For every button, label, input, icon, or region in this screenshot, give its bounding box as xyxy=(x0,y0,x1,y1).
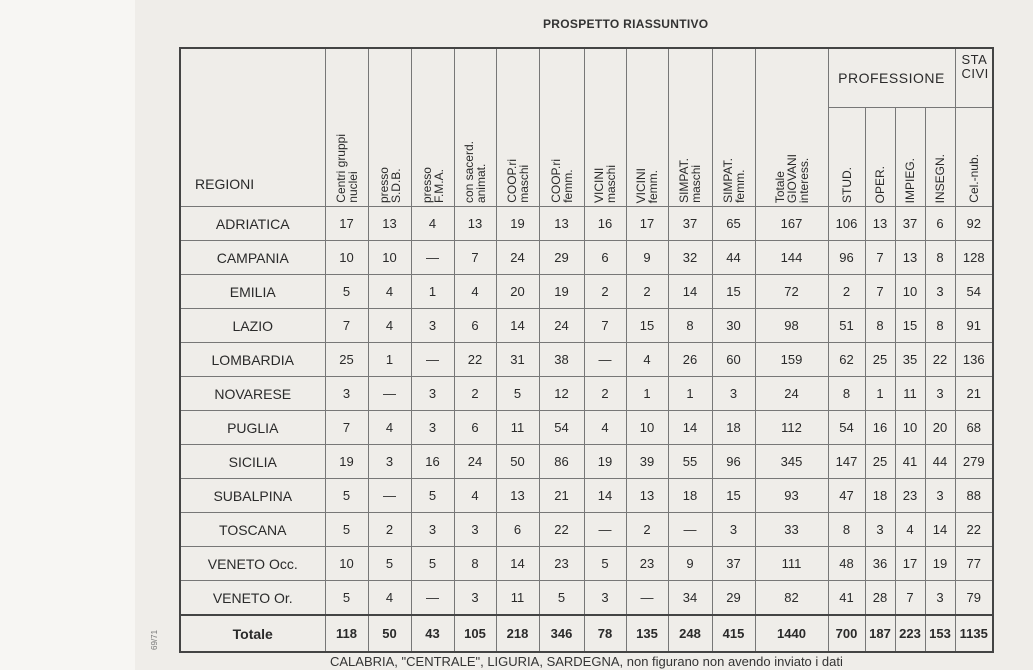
value-cell: 4 xyxy=(584,411,626,445)
table-row xyxy=(180,445,993,479)
value-cell: 5 xyxy=(496,377,539,411)
value-cell: 5 xyxy=(325,479,368,513)
left-margin xyxy=(0,0,135,670)
value-cell: 3 xyxy=(454,581,496,616)
value-cell: 79 xyxy=(955,581,993,616)
value-cell: 10 xyxy=(895,275,925,309)
value-cell: 9 xyxy=(626,241,668,275)
value-cell: 3 xyxy=(584,581,626,616)
value-cell: 16 xyxy=(865,411,895,445)
value-cell: — xyxy=(411,241,454,275)
value-cell: 19 xyxy=(325,445,368,479)
column-header-label: presso F.M.A. xyxy=(419,166,446,203)
column-header xyxy=(584,48,626,207)
value-cell: 31 xyxy=(496,343,539,377)
value-cell: 33 xyxy=(755,513,828,547)
table-row xyxy=(180,513,993,547)
value-cell: 248 xyxy=(668,615,712,652)
value-cell: 4 xyxy=(411,207,454,241)
value-cell: 11 xyxy=(496,411,539,445)
column-header-label: Centri gruppi nuclei xyxy=(333,134,360,203)
side-code: 69/71 xyxy=(150,629,159,650)
table-row xyxy=(180,411,993,445)
table-row xyxy=(180,343,993,377)
value-cell: 24 xyxy=(496,241,539,275)
value-cell: 82 xyxy=(755,581,828,616)
value-cell: 17 xyxy=(626,207,668,241)
value-cell: 19 xyxy=(584,445,626,479)
subheader-professione xyxy=(865,108,895,207)
value-cell: 72 xyxy=(755,275,828,309)
subheader-label: IMPIEG. xyxy=(903,157,917,203)
value-cell: 13 xyxy=(895,241,925,275)
value-cell: 15 xyxy=(626,309,668,343)
value-cell: 3 xyxy=(925,581,955,616)
value-cell: 16 xyxy=(584,207,626,241)
value-cell: 11 xyxy=(496,581,539,616)
value-cell: 28 xyxy=(865,581,895,616)
value-cell: 12 xyxy=(539,377,584,411)
value-cell: 3 xyxy=(454,513,496,547)
value-cell: 153 xyxy=(925,615,955,652)
value-cell: 415 xyxy=(712,615,755,652)
value-cell: 13 xyxy=(454,207,496,241)
value-cell: 24 xyxy=(539,309,584,343)
region-cell: VENETO Occ. xyxy=(180,547,325,581)
value-cell: 51 xyxy=(828,309,865,343)
value-cell: 25 xyxy=(865,445,895,479)
value-cell: 223 xyxy=(895,615,925,652)
value-cell: 3 xyxy=(865,513,895,547)
region-cell: CAMPANIA xyxy=(180,241,325,275)
value-cell: 88 xyxy=(955,479,993,513)
value-cell: 19 xyxy=(496,207,539,241)
value-cell: 2 xyxy=(454,377,496,411)
value-cell: 92 xyxy=(955,207,993,241)
column-header xyxy=(712,48,755,207)
value-cell: 25 xyxy=(865,343,895,377)
value-cell: 26 xyxy=(668,343,712,377)
value-cell: 23 xyxy=(539,547,584,581)
value-cell: 24 xyxy=(454,445,496,479)
value-cell: 5 xyxy=(325,581,368,616)
value-cell: 62 xyxy=(828,343,865,377)
table-row xyxy=(180,241,993,275)
value-cell: 128 xyxy=(955,241,993,275)
value-cell: 6 xyxy=(925,207,955,241)
value-cell: 68 xyxy=(955,411,993,445)
value-cell: 2 xyxy=(368,513,411,547)
value-cell: 65 xyxy=(712,207,755,241)
value-cell: 3 xyxy=(925,275,955,309)
value-cell: 13 xyxy=(865,207,895,241)
value-cell: 50 xyxy=(368,615,411,652)
value-cell: 10 xyxy=(325,241,368,275)
value-cell: 18 xyxy=(865,479,895,513)
value-cell: 34 xyxy=(668,581,712,616)
value-cell: 7 xyxy=(865,275,895,309)
value-cell: 3 xyxy=(712,377,755,411)
value-cell: 96 xyxy=(828,241,865,275)
value-cell: 38 xyxy=(539,343,584,377)
value-cell: 3 xyxy=(325,377,368,411)
value-cell: 37 xyxy=(895,207,925,241)
value-cell: 54 xyxy=(539,411,584,445)
subheader-label: OPER. xyxy=(873,165,887,203)
value-cell: 29 xyxy=(539,241,584,275)
value-cell: 111 xyxy=(755,547,828,581)
value-cell: 5 xyxy=(411,479,454,513)
value-cell: 14 xyxy=(496,547,539,581)
value-cell: — xyxy=(668,513,712,547)
value-cell: 11 xyxy=(895,377,925,411)
region-cell: ADRIATICA xyxy=(180,207,325,241)
value-cell: 1 xyxy=(668,377,712,411)
value-cell: 135 xyxy=(626,615,668,652)
subheader-professione xyxy=(828,108,865,207)
column-header xyxy=(325,48,368,207)
column-header-label: Totale GIOVANI interess. xyxy=(772,153,811,203)
subheader-label: Cel.-nub. xyxy=(966,154,981,203)
value-cell: 6 xyxy=(454,411,496,445)
value-cell: 5 xyxy=(325,275,368,309)
value-cell: 4 xyxy=(368,275,411,309)
value-cell: 7 xyxy=(584,309,626,343)
value-cell: 19 xyxy=(925,547,955,581)
value-cell: 112 xyxy=(755,411,828,445)
value-cell: — xyxy=(584,513,626,547)
value-cell: 5 xyxy=(368,547,411,581)
value-cell: 7 xyxy=(895,581,925,616)
value-cell: 13 xyxy=(539,207,584,241)
value-cell: 23 xyxy=(626,547,668,581)
value-cell: 700 xyxy=(828,615,865,652)
table-row xyxy=(180,309,993,343)
value-cell: — xyxy=(584,343,626,377)
value-cell: 5 xyxy=(539,581,584,616)
value-cell: 50 xyxy=(496,445,539,479)
value-cell: 4 xyxy=(368,581,411,616)
value-cell: 7 xyxy=(865,241,895,275)
region-cell: SUBALPINA xyxy=(180,479,325,513)
column-header-label: SIMPAT. maschi xyxy=(677,158,703,203)
value-cell: 14 xyxy=(496,309,539,343)
value-cell: 5 xyxy=(584,547,626,581)
value-cell: 44 xyxy=(925,445,955,479)
value-cell: 2 xyxy=(828,275,865,309)
value-cell: 3 xyxy=(411,513,454,547)
region-cell: LOMBARDIA xyxy=(180,343,325,377)
column-header xyxy=(368,48,411,207)
value-cell: 1 xyxy=(368,343,411,377)
region-cell: SICILIA xyxy=(180,445,325,479)
value-cell: 14 xyxy=(925,513,955,547)
column-header xyxy=(668,48,712,207)
footer-note: CALABRIA, "CENTRALE", LIGURIA, SARDEGNA, non figurano non avendo inviato i dati xyxy=(330,654,843,669)
value-cell: 13 xyxy=(496,479,539,513)
value-cell: 44 xyxy=(712,241,755,275)
column-header-label: COOP.ri maschi xyxy=(504,159,531,203)
value-cell: 41 xyxy=(828,581,865,616)
value-cell: 2 xyxy=(584,377,626,411)
value-cell: 3 xyxy=(925,377,955,411)
value-cell: — xyxy=(411,581,454,616)
value-cell: 10 xyxy=(325,547,368,581)
value-cell: 4 xyxy=(454,275,496,309)
value-cell: 41 xyxy=(895,445,925,479)
column-header xyxy=(755,48,828,207)
value-cell: 96 xyxy=(712,445,755,479)
value-cell: 6 xyxy=(454,309,496,343)
value-cell: 13 xyxy=(368,207,411,241)
region-cell: Totale xyxy=(180,615,325,652)
value-cell: 18 xyxy=(712,411,755,445)
value-cell: 23 xyxy=(895,479,925,513)
value-cell: 22 xyxy=(539,513,584,547)
value-cell: 118 xyxy=(325,615,368,652)
subheader-label: STUD. xyxy=(839,167,854,203)
column-header-label: COOP.ri femm. xyxy=(548,159,575,203)
value-cell: 2 xyxy=(584,275,626,309)
value-cell: 105 xyxy=(454,615,496,652)
value-cell: 167 xyxy=(755,207,828,241)
region-cell: LAZIO xyxy=(180,309,325,343)
value-cell: 3 xyxy=(368,445,411,479)
value-cell: 6 xyxy=(584,241,626,275)
value-cell: 19 xyxy=(539,275,584,309)
column-header xyxy=(539,48,584,207)
value-cell: 15 xyxy=(712,479,755,513)
value-cell: 14 xyxy=(584,479,626,513)
value-cell: 14 xyxy=(668,411,712,445)
value-cell: 29 xyxy=(712,581,755,616)
header-regioni: REGIONI xyxy=(180,48,325,207)
value-cell: 8 xyxy=(828,377,865,411)
value-cell: 37 xyxy=(712,547,755,581)
column-header-label: con sacerd. animat. xyxy=(462,140,488,203)
value-cell: 39 xyxy=(626,445,668,479)
header-professione: PROFESSIONE xyxy=(828,48,955,108)
value-cell: 30 xyxy=(712,309,755,343)
value-cell: 5 xyxy=(411,547,454,581)
value-cell: 9 xyxy=(668,547,712,581)
column-header-label: presso S.D.B. xyxy=(376,166,403,203)
value-cell: 8 xyxy=(925,241,955,275)
value-cell: — xyxy=(626,581,668,616)
summary-table xyxy=(179,47,994,653)
total-row xyxy=(180,615,993,652)
value-cell: 77 xyxy=(955,547,993,581)
value-cell: 8 xyxy=(925,309,955,343)
value-cell: 22 xyxy=(925,343,955,377)
value-cell: 10 xyxy=(368,241,411,275)
value-cell: 8 xyxy=(668,309,712,343)
value-cell: 8 xyxy=(828,513,865,547)
value-cell: 20 xyxy=(496,275,539,309)
value-cell: 8 xyxy=(454,547,496,581)
value-cell: 144 xyxy=(755,241,828,275)
value-cell: 32 xyxy=(668,241,712,275)
value-cell: 86 xyxy=(539,445,584,479)
value-cell: 147 xyxy=(828,445,865,479)
header-stato-civile: STA CIVI xyxy=(955,48,993,108)
column-header xyxy=(496,48,539,207)
value-cell: 25 xyxy=(325,343,368,377)
region-cell: TOSCANA xyxy=(180,513,325,547)
value-cell: 2 xyxy=(626,513,668,547)
value-cell: 2 xyxy=(626,275,668,309)
value-cell: 7 xyxy=(325,411,368,445)
value-cell: 78 xyxy=(584,615,626,652)
value-cell: 21 xyxy=(955,377,993,411)
table-row xyxy=(180,581,993,616)
value-cell: 35 xyxy=(895,343,925,377)
value-cell: — xyxy=(368,479,411,513)
value-cell: 18 xyxy=(668,479,712,513)
value-cell: 55 xyxy=(668,445,712,479)
value-cell: 5 xyxy=(325,513,368,547)
value-cell: 47 xyxy=(828,479,865,513)
column-header-label: VICINI femm. xyxy=(634,167,660,203)
value-cell: 36 xyxy=(865,547,895,581)
column-header-label: SIMPAT. femm. xyxy=(720,158,747,203)
value-cell: 4 xyxy=(454,479,496,513)
value-cell: 91 xyxy=(955,309,993,343)
column-header xyxy=(411,48,454,207)
value-cell: 4 xyxy=(368,309,411,343)
value-cell: 15 xyxy=(895,309,925,343)
value-cell: 22 xyxy=(955,513,993,547)
value-cell: 98 xyxy=(755,309,828,343)
value-cell: 16 xyxy=(411,445,454,479)
value-cell: 3 xyxy=(411,377,454,411)
subheader-professione xyxy=(895,108,925,207)
value-cell: 22 xyxy=(454,343,496,377)
value-cell: 54 xyxy=(828,411,865,445)
value-cell: 4 xyxy=(368,411,411,445)
value-cell: 8 xyxy=(865,309,895,343)
table-row xyxy=(180,479,993,513)
value-cell: 4 xyxy=(895,513,925,547)
value-cell: 7 xyxy=(325,309,368,343)
value-cell: 7 xyxy=(454,241,496,275)
subheader-stato xyxy=(955,108,993,207)
value-cell: 106 xyxy=(828,207,865,241)
value-cell: — xyxy=(368,377,411,411)
value-cell: 17 xyxy=(325,207,368,241)
value-cell: 15 xyxy=(712,275,755,309)
value-cell: 17 xyxy=(895,547,925,581)
table-row xyxy=(180,547,993,581)
subheader-professione xyxy=(925,108,955,207)
value-cell: 279 xyxy=(955,445,993,479)
value-cell: 6 xyxy=(496,513,539,547)
value-cell: 3 xyxy=(712,513,755,547)
value-cell: 1135 xyxy=(955,615,993,652)
value-cell: 187 xyxy=(865,615,895,652)
table-row xyxy=(180,275,993,309)
value-cell: 4 xyxy=(626,343,668,377)
value-cell: 93 xyxy=(755,479,828,513)
value-cell: 1 xyxy=(626,377,668,411)
table-row xyxy=(180,207,993,241)
value-cell: 1 xyxy=(865,377,895,411)
column-header xyxy=(454,48,496,207)
value-cell: 20 xyxy=(925,411,955,445)
region-cell: PUGLIA xyxy=(180,411,325,445)
value-cell: 24 xyxy=(755,377,828,411)
value-cell: — xyxy=(411,343,454,377)
value-cell: 10 xyxy=(895,411,925,445)
subheader-label: INSEGN. xyxy=(933,153,947,203)
value-cell: 21 xyxy=(539,479,584,513)
value-cell: 218 xyxy=(496,615,539,652)
value-cell: 54 xyxy=(955,275,993,309)
value-cell: 43 xyxy=(411,615,454,652)
value-cell: 37 xyxy=(668,207,712,241)
region-cell: EMILIA xyxy=(180,275,325,309)
column-header-label: VICINI maschi xyxy=(592,164,618,203)
value-cell: 3 xyxy=(925,479,955,513)
value-cell: 14 xyxy=(668,275,712,309)
document-title: PROSPETTO RIASSUNTIVO xyxy=(543,17,709,31)
value-cell: 345 xyxy=(755,445,828,479)
region-cell: NOVARESE xyxy=(180,377,325,411)
value-cell: 1440 xyxy=(755,615,828,652)
value-cell: 3 xyxy=(411,309,454,343)
region-cell: VENETO Or. xyxy=(180,581,325,616)
table-row xyxy=(180,377,993,411)
column-header xyxy=(626,48,668,207)
value-cell: 159 xyxy=(755,343,828,377)
value-cell: 3 xyxy=(411,411,454,445)
value-cell: 13 xyxy=(626,479,668,513)
value-cell: 10 xyxy=(626,411,668,445)
value-cell: 1 xyxy=(411,275,454,309)
value-cell: 48 xyxy=(828,547,865,581)
value-cell: 346 xyxy=(539,615,584,652)
value-cell: 60 xyxy=(712,343,755,377)
value-cell: 136 xyxy=(955,343,993,377)
